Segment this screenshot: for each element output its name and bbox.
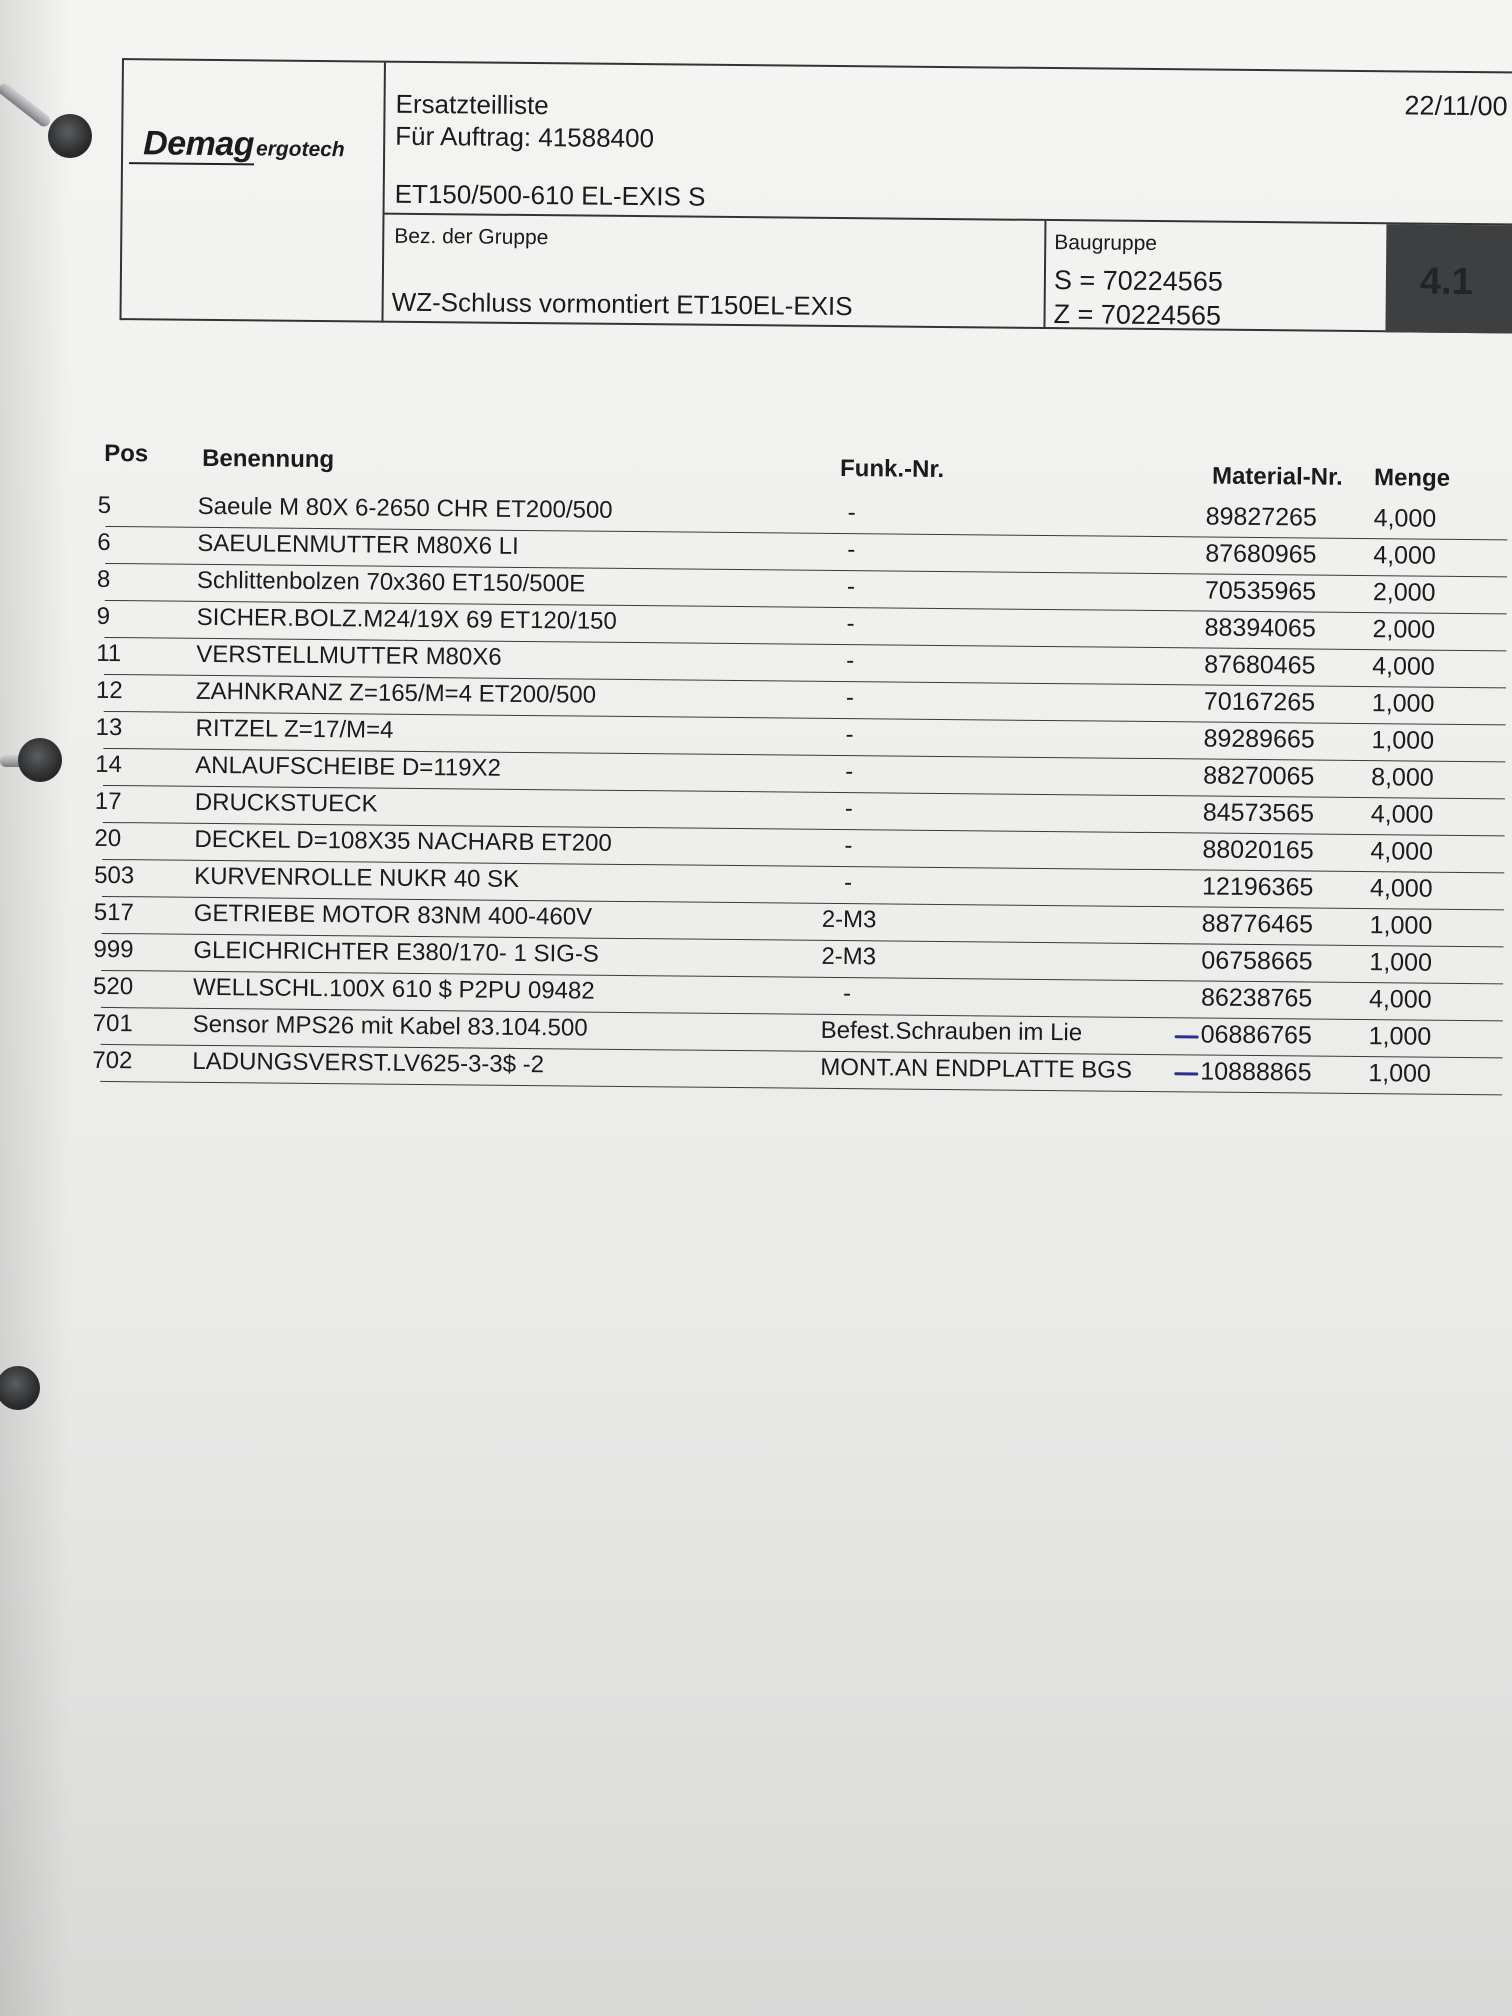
pen-mark — [1175, 1035, 1199, 1038]
row-funk: Befest.Schrauben im Lie — [820, 1016, 1083, 1047]
row-name: DECKEL D=108X35 NACHARB ET200 — [194, 825, 612, 857]
group-value: WZ-Schluss vormontiert ET150EL-EXIS — [391, 286, 853, 322]
row-pos: 20 — [94, 824, 122, 853]
row-name: WELLSCHL.100X 610 $ P2PU 09482 — [192, 973, 595, 1005]
row-qty: 1,000 — [1371, 726, 1435, 755]
row-funk: - — [846, 647, 855, 675]
row-funk: MONT.AN ENDPLATTE BGS — [820, 1053, 1133, 1084]
row-qty: 4,000 — [1373, 504, 1437, 533]
row-qty: 4,000 — [1370, 800, 1434, 829]
order-number: Für Auftrag: 41588400 — [395, 120, 655, 154]
row-funk: - — [847, 536, 856, 564]
row-funk: - — [846, 610, 855, 638]
company-logo — [143, 124, 345, 165]
row-funk: - — [845, 684, 855, 712]
row-material: 06886765 — [1200, 1020, 1313, 1050]
column-header-qty: Menge — [1373, 464, 1451, 492]
column-header-material: Material-Nr. — [1211, 462, 1343, 491]
row-funk: - — [844, 832, 853, 860]
row-qty: 2,000 — [1372, 615, 1436, 644]
punch-hole — [18, 738, 62, 782]
row-name: Sensor MPS26 mit Kabel 83.104.500 — [192, 1010, 588, 1042]
row-material: 70167265 — [1203, 687, 1316, 717]
column-header-pos: Pos — [104, 439, 149, 468]
header-table — [119, 58, 1512, 333]
row-name: LADUNGSVERST.LV625-3-3$ -2 — [192, 1047, 545, 1079]
row-pos: 14 — [95, 750, 123, 779]
title-area — [385, 63, 1512, 226]
column-header-name: Benennung — [202, 444, 335, 474]
row-material: 87680965 — [1205, 539, 1317, 569]
group-cell — [383, 215, 1046, 329]
row-qty: 1,000 — [1368, 1059, 1432, 1088]
row-material: 86238765 — [1200, 983, 1313, 1013]
row-material: 84573565 — [1202, 798, 1315, 828]
row-name: Saeule M 80X 6-2650 CHR ET200/500 — [197, 492, 613, 524]
punch-hole — [48, 114, 92, 158]
row-name: SAEULENMUTTER M80X6 LI — [197, 529, 519, 560]
document-date: 22/11/00 — [1404, 90, 1508, 122]
row-pos: 702 — [92, 1046, 133, 1075]
row-pos: 12 — [95, 676, 123, 705]
row-name: SICHER.BOLZ.M24/19X 69 ET120/150 — [196, 603, 617, 635]
row-material: 10888865 — [1200, 1057, 1312, 1087]
row-funk: 2-M3 — [821, 942, 877, 971]
row-qty: 1,000 — [1369, 948, 1433, 977]
row-pos: 701 — [92, 1009, 133, 1038]
logo-subbrand: ergotech — [255, 137, 345, 162]
row-pos: 11 — [96, 639, 122, 668]
row-name: ANLAUFSCHEIBE D=119X2 — [195, 751, 502, 782]
row-qty: 4,000 — [1369, 874, 1433, 903]
row-name: KURVENROLLE NUKR 40 SK — [194, 862, 520, 893]
row-qty: 1,000 — [1369, 911, 1433, 940]
row-qty: 4,000 — [1373, 541, 1436, 570]
section-number: 4.1 — [1419, 260, 1473, 304]
assembly-label: Baugruppe — [1054, 231, 1158, 256]
row-qty: 8,000 — [1371, 763, 1434, 792]
model-designation: ET150/500-610 EL-EXIS S — [394, 178, 706, 212]
row-pos: 520 — [92, 972, 134, 1001]
row-pos: 6 — [97, 528, 111, 557]
parts-list-document — [92, 58, 1512, 1088]
row-name: Schlittenbolzen 70x360 ET150/500E — [196, 566, 586, 598]
row-name: GLEICHRICHTER E380/170- 1 SIG-S — [193, 936, 600, 968]
row-name: ZAHNKRANZ Z=165/M=4 ET200/500 — [195, 677, 597, 709]
row-qty: 4,000 — [1368, 985, 1432, 1014]
row-qty: 4,000 — [1370, 837, 1434, 866]
row-material: 89827265 — [1205, 502, 1318, 532]
row-funk: - — [845, 758, 854, 786]
row-funk: 2-M3 — [821, 905, 877, 934]
row-qty: 1,000 — [1368, 1022, 1432, 1051]
row-funk: - — [847, 499, 856, 527]
row-funk: - — [845, 721, 854, 749]
row-pos: 517 — [93, 898, 134, 927]
row-pos: 13 — [95, 713, 123, 742]
row-material: 88270065 — [1203, 761, 1315, 791]
row-material: 12196365 — [1201, 872, 1314, 902]
row-funk: - — [844, 795, 853, 823]
logo-brand: Demag — [129, 124, 254, 165]
document-type: Ersatzteilliste — [395, 88, 549, 121]
row-pos: 503 — [94, 861, 135, 890]
parts-table-body — [92, 490, 1508, 1095]
row-name: RITZEL Z=17/M=4 — [195, 714, 394, 744]
row-funk: - — [842, 980, 852, 1008]
row-material: 06758665 — [1201, 946, 1313, 976]
row-qty: 1,000 — [1371, 689, 1435, 718]
row-material: 70535965 — [1204, 576, 1317, 606]
row-pos: 9 — [96, 602, 111, 631]
row-pos: 5 — [97, 491, 112, 520]
assembly-s-number: S = 70224565 — [1053, 265, 1223, 297]
column-header-funk: Funk.-Nr. — [839, 455, 945, 484]
row-pos: 999 — [93, 935, 134, 964]
row-funk: - — [843, 869, 853, 897]
row-pos: 8 — [96, 565, 111, 594]
row-name: GETRIEBE MOTOR 83NM 400-460V — [193, 899, 593, 931]
row-name: VERSTELLMUTTER M80X6 — [196, 640, 502, 671]
row-qty: 2,000 — [1372, 578, 1436, 607]
assembly-z-number: Z = 70224565 — [1053, 299, 1222, 331]
row-material: 88394065 — [1204, 613, 1316, 643]
pen-mark — [1174, 1072, 1198, 1075]
assembly-cell — [1045, 221, 1386, 332]
row-material: 88776465 — [1201, 909, 1314, 939]
section-number-cell — [1385, 224, 1512, 333]
punch-hole — [0, 1366, 40, 1410]
row-qty: 4,000 — [1372, 652, 1435, 681]
group-label: Bez. der Gruppe — [394, 224, 549, 250]
logo-cell — [121, 60, 385, 323]
row-pos: 17 — [94, 787, 122, 816]
row-name: DRUCKSTUECK — [194, 788, 378, 818]
row-material: 88020165 — [1202, 835, 1314, 865]
row-material: 87680465 — [1204, 650, 1316, 680]
row-material: 89289665 — [1203, 724, 1315, 754]
row-funk: - — [846, 573, 856, 601]
binder-ring — [0, 81, 53, 129]
